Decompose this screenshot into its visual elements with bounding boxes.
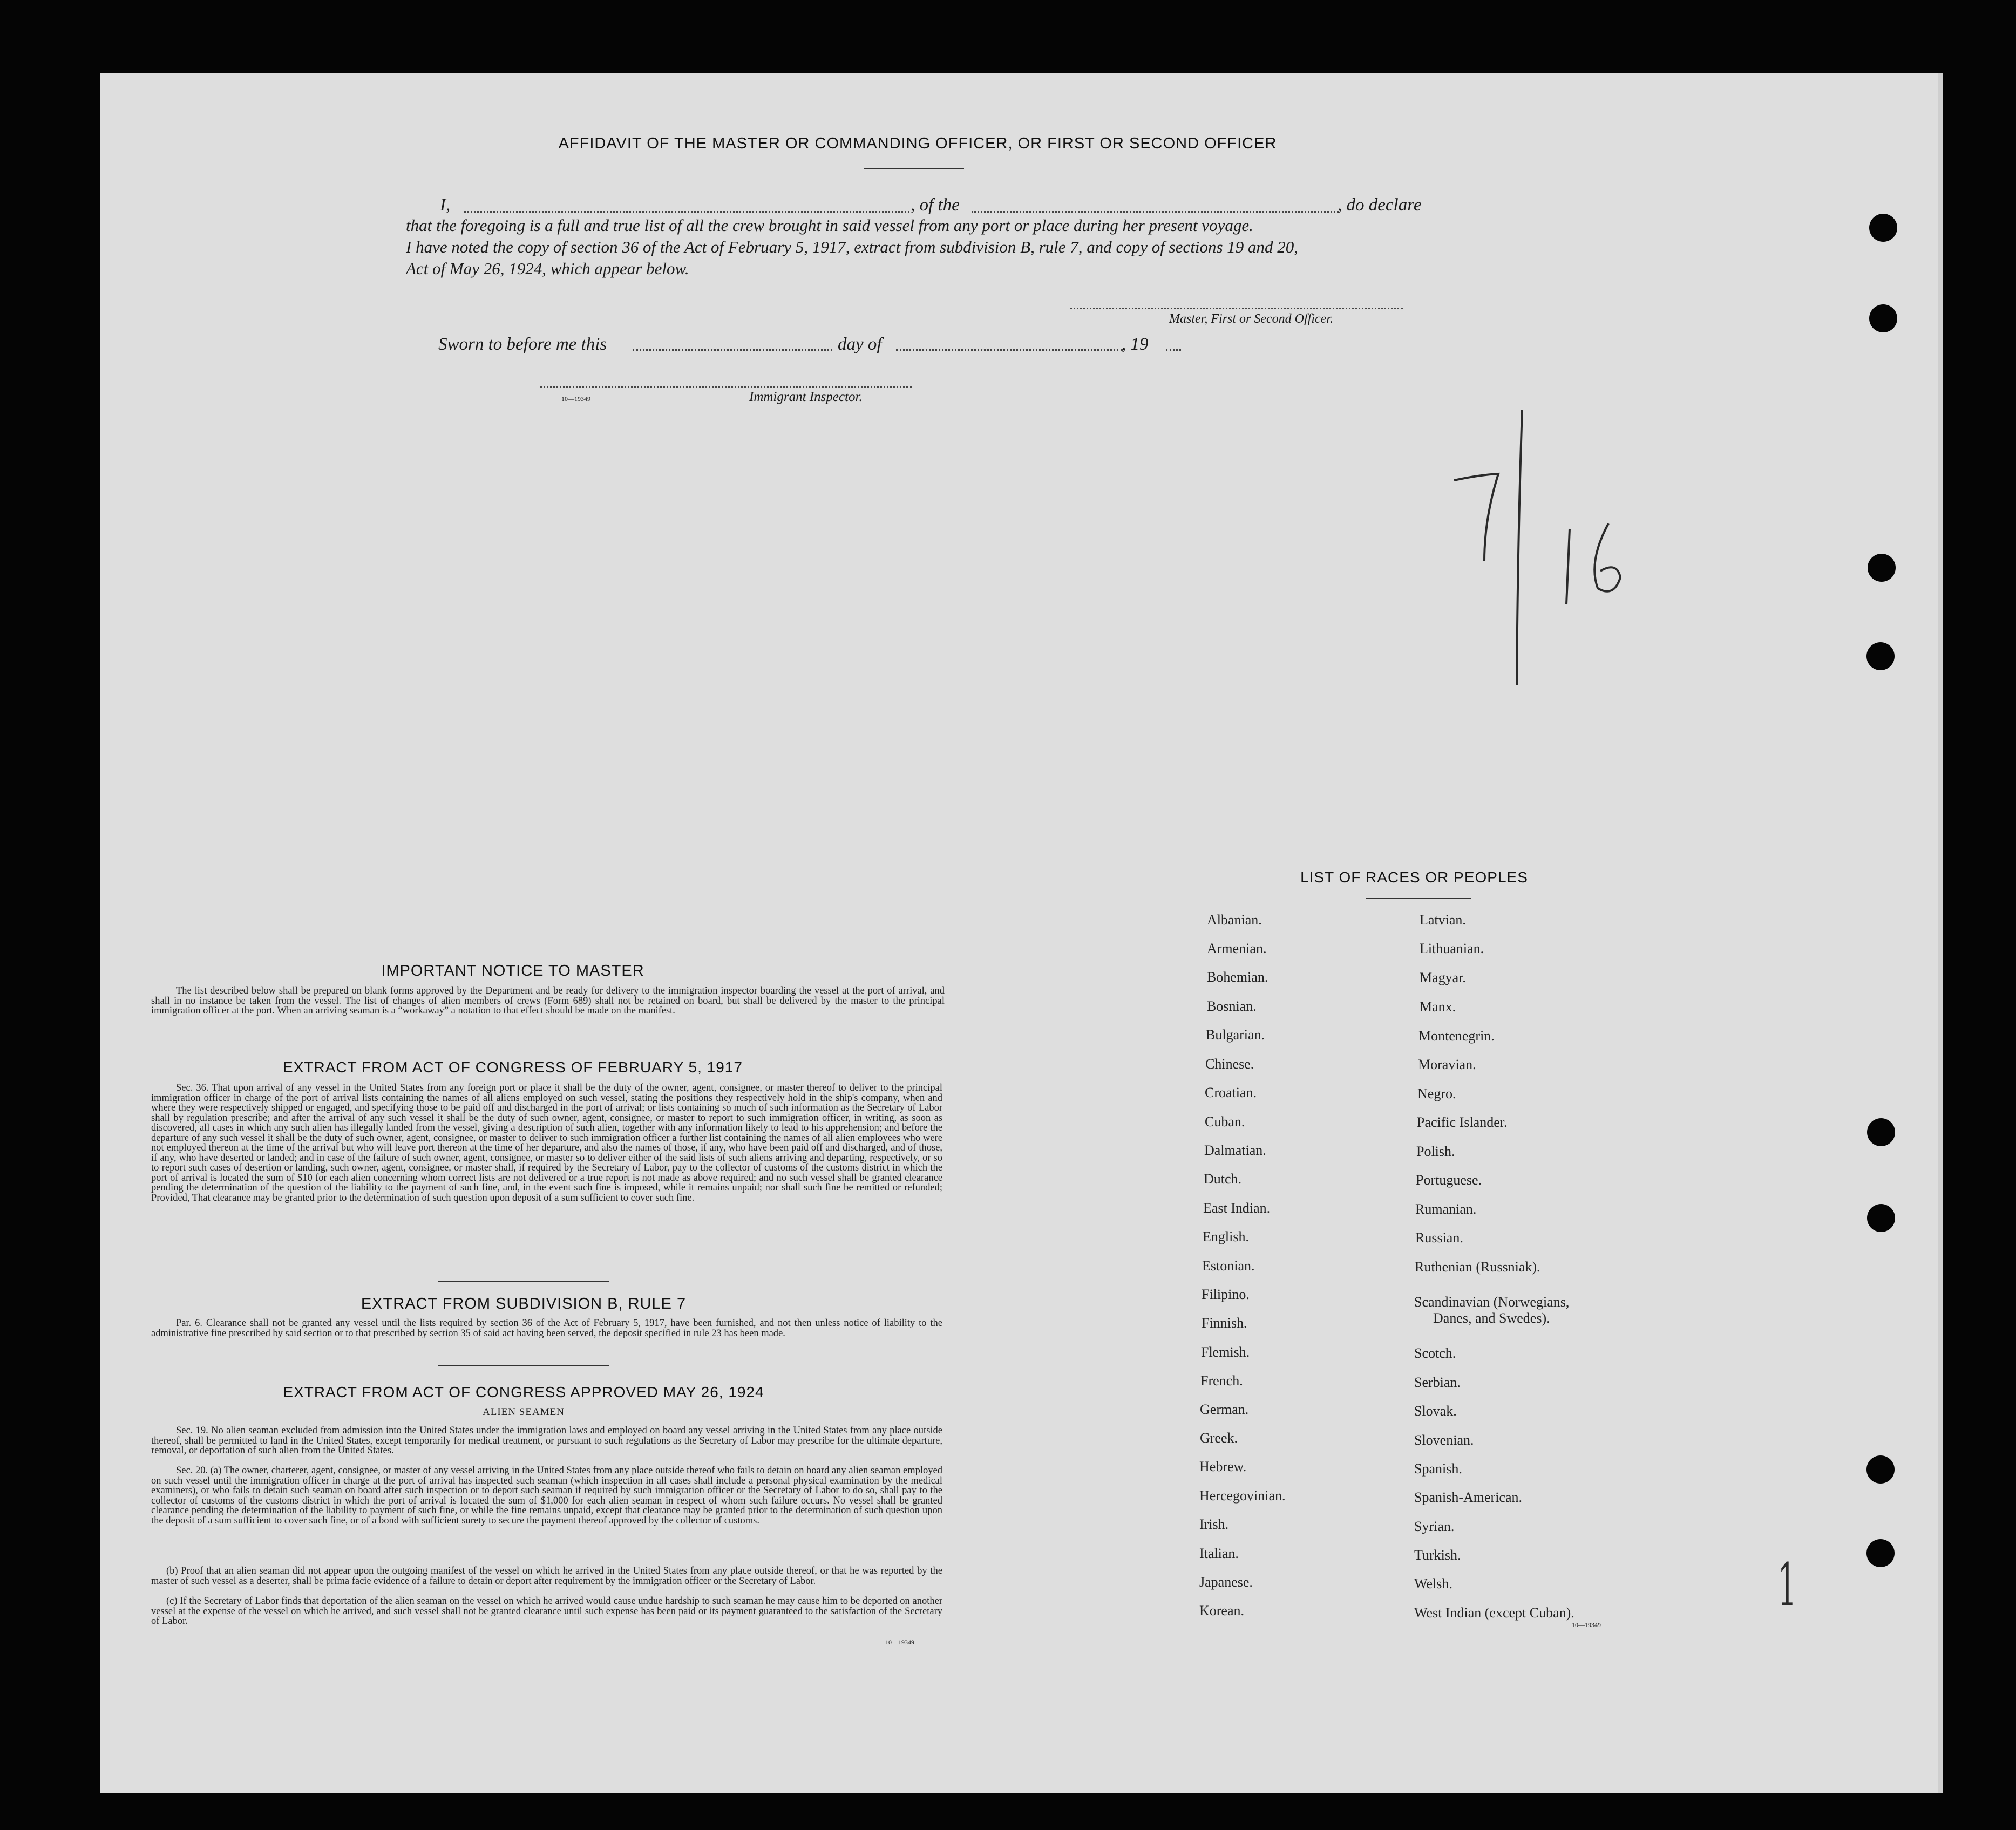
affidavit-line-4: Act of May 26, 1924, which appear below. <box>406 259 689 278</box>
extract-rule7-title: EXTRACT FROM SUBDIVISION B, RULE 7 <box>361 1295 687 1312</box>
sworn-year: , 19 <box>1122 335 1149 354</box>
race-right: Lithuanian. <box>1420 941 1484 956</box>
sec-19-text: Sec. 19. No alien seaman excluded from admission into the United States under the immigration laws and employed on board any vessel arriving in the United States from any place outside thereof, shall be permitted to land in the United States, except temporarily for medical treatment, or pursuant to such regulations as the Secretary of Labor may prescribe for the ultimate departure, removal, or deportation of such alien from the United States. <box>151 1425 942 1457</box>
race-right: Slovak. <box>1414 1403 1457 1419</box>
race-right: Serbian. <box>1414 1375 1461 1390</box>
sworn-label: Sworn to before me this <box>438 335 607 354</box>
affidavit-line-2: that the foregoing is a full and true list of all the crew brought in said vessel from any port or place during her present voyage. <box>406 216 1253 235</box>
race-right: Latvian. <box>1420 912 1466 928</box>
master-signature-field[interactable] <box>1070 308 1403 309</box>
race-left: Flemish. <box>1201 1344 1250 1360</box>
race-left: Cuban. <box>1205 1114 1245 1130</box>
binder-hole <box>1866 1455 1895 1484</box>
sec-20c-text: (c) If the Secretary of Labor finds that deportation of the alien seaman on the vessel on which he arrived would cause undue hardship to such seaman he may cause him to be deported on another vessel at the expense of the vessel on which he arrived, and such vessel shall not be granted clearance until such expense has been paid or its payment guaranteed to the satisfaction of the Secretary of Labor. <box>151 1596 942 1627</box>
binder-hole <box>1866 642 1895 670</box>
handwritten-tally: 1 <box>1777 1550 1797 1620</box>
race-right: Slovenian. <box>1414 1432 1474 1448</box>
divider <box>1366 898 1471 899</box>
notice-title: IMPORTANT NOTICE TO MASTER <box>381 962 644 979</box>
inspector-label: Immigrant Inspector. <box>749 390 863 404</box>
race-left: Italian. <box>1199 1546 1239 1561</box>
handwritten-number-text <box>1447 399 1448 400</box>
races-title: LIST OF RACES OR PEOPLES <box>1300 869 1528 886</box>
binder-hole <box>1866 1539 1895 1567</box>
affidavit-line-1c: , do declare <box>1338 195 1422 215</box>
race-left: Dutch. <box>1204 1171 1242 1187</box>
divider <box>438 1281 609 1282</box>
race-right: Spanish-American. <box>1414 1489 1523 1505</box>
master-signature-label: Master, First or Second Officer. <box>1169 312 1333 326</box>
extract-1917-title: EXTRACT FROM ACT OF CONGRESS OF FEBRUARY 5, 1917 <box>283 1059 743 1076</box>
alien-seamen-subtitle: ALIEN SEAMEN <box>483 1406 565 1418</box>
race-right: Scotch. <box>1414 1345 1456 1361</box>
race-left: Bohemian. <box>1207 969 1268 985</box>
affidavit-line-3: I have noted the copy of section 36 of the Act of February 5, 1917, extract from subdivision B, rule 7, and copy of sections 19 and 20, <box>406 237 1299 256</box>
race-left: English. <box>1203 1229 1249 1244</box>
sec-20b-text: (b) Proof that an alien seaman did not appear upon the outgoing manifest of the vessel on which he arrived in the United States from any place outside thereof, or that he was reported by the master of such vessel as a deserter, shall be prima facie evidence of a failure to detain or deport after requirement by the immigration officer or the Secretary of Labor. <box>151 1566 942 1587</box>
sec-20a-text: Sec. 20. (a) The owner, charterer, agent, consignee, or master of any vessel arriving in the United States from any place outside thereof who fails to detain on board any alien seaman employed on such vessel until the immigration officer in charge at the port of arrival has inspected such seaman (which inspection in all cases shall include a personal physical examination by the medical examiners), or who fails to detain such seaman on board after such inspection or to deport such seaman if required by such immigration officer or the Secretary of Labor to do so, shall pay to the collector of customs of the customs district in which the port of arrival is located the sum of $1,000 for each alien seaman in respect of whom such failure occurs. No vessel shall be granted clearance pending the determination of the liability to payment of such fine, or while the fine remains unpaid, except that clearance may be granted prior to the determination of such question upon the deposit of a sum sufficient to cover such fine, or of a bond with sufficient surety to secure the payment thereof approved by the collector of customs. <box>151 1465 942 1526</box>
extract-rule7-text: Par. 6. Clearance shall not be granted any vessel until the lists required by section 36 of the Act of February 5, 1917, have been furnished, and not then unless notice of liability to the administrative fine prescribed by said section or to that prescribed by section 35 of said act having been served, the deposit specified in rule 23 has been made. <box>151 1318 942 1339</box>
race-right: Danes, and Swedes). <box>1433 1310 1550 1326</box>
race-left: Filipino. <box>1202 1287 1250 1302</box>
race-left: Armenian. <box>1207 941 1267 956</box>
affidavit-line-1 <box>440 195 450 215</box>
race-right: Pacific Islander. <box>1417 1114 1508 1130</box>
sworn-month-field[interactable] <box>896 349 1123 351</box>
race-left: Estonian. <box>1202 1258 1255 1274</box>
race-right: Ruthenian (Russniak). <box>1415 1259 1540 1275</box>
extract-form-number: 10—19349 <box>885 1638 914 1646</box>
page-edge <box>1938 73 1943 1793</box>
race-right: Rumanian. <box>1415 1201 1477 1217</box>
race-right: Welsh. <box>1414 1576 1452 1591</box>
binder-hole <box>1867 1118 1895 1146</box>
race-left: Irish. <box>1199 1516 1229 1532</box>
race-left: Bosnian. <box>1207 998 1257 1014</box>
affidavit-i: I, <box>440 195 451 215</box>
race-left: Albanian. <box>1207 912 1262 928</box>
binder-hole <box>1869 214 1897 242</box>
sworn-year-field[interactable] <box>1166 349 1181 351</box>
race-right: Russian. <box>1415 1230 1463 1246</box>
race-left: Hercegovinian. <box>1199 1488 1286 1504</box>
sworn-day-field[interactable] <box>633 349 832 351</box>
race-left: Korean. <box>1199 1603 1245 1618</box>
race-right: Scandinavian (Norwegians, <box>1414 1294 1570 1310</box>
race-left: East Indian. <box>1203 1200 1271 1216</box>
race-left: Chinese. <box>1205 1056 1254 1072</box>
notice-text: The list described below shall be prepared on blank forms approved by the Department and be ready for delivery to the immigration inspector boarding the vessel at the port of arrival, and shall in no instance be taken from the vessel. The list of changes of alien members of crews (Form 689) shall not be retained on board, but shall be delivered by the master to the principal immigration officer at the port. When an arriving seaman is a “workaway” a notation to that effect should be made on the manifest. <box>151 985 945 1017</box>
race-right: Moravian. <box>1418 1057 1476 1072</box>
race-left: Greek. <box>1200 1430 1238 1446</box>
race-right: Portuguese. <box>1416 1172 1482 1188</box>
affidavit-title: AFFIDAVIT OF THE MASTER OR COMMANDING OFFICER, OR FIRST OR SECOND OFFICER <box>558 135 1277 152</box>
race-right: Negro. <box>1417 1086 1456 1101</box>
divider <box>438 1365 609 1366</box>
divider <box>864 168 964 169</box>
extract-1924-title: EXTRACT FROM ACT OF CONGRESS APPROVED MAY 26, 1924 <box>283 1384 764 1400</box>
inspector-signature-field[interactable] <box>540 386 912 388</box>
race-right: Montenegrin. <box>1418 1028 1495 1044</box>
race-left: Hebrew. <box>1199 1459 1247 1474</box>
race-left: Dalmatian. <box>1204 1142 1266 1158</box>
sworn-day-of: day of <box>838 335 882 354</box>
race-right: Magyar. <box>1420 970 1466 985</box>
race-left: Croatian. <box>1205 1085 1257 1100</box>
form-number: 10—19349 <box>561 395 590 403</box>
race-right: Spanish. <box>1414 1461 1462 1477</box>
binder-hole <box>1869 304 1897 332</box>
extract-1917-text: Sec. 36. That upon arrival of any vessel in the United States from any foreign port or place it shall be the duty of the owner, agent, consignee, or master thereof to deliver to the principal immigration officer in charge of the port of arrival lists containing the names of all aliens employed on such vessel, stating the positions they respectively hold in the ship's company, when and where they were respectively shipped or engaged, and specifying those to be paid off and discharged in the port of arrival; or lists containing so much of such information as the Secretary of Labor shall by regulation prescribe; and after the arrival of any such vessel it shall be the duty of such owner, agent, consignee, or master to report to such immigration officer, in writing, as soon as discovered, all cases in which any such alien has illegally landed from the vessel, giving a description of such alien, together with any information likely to lead to his apprehension; and before the departure of any such vessel it shall be the duty of such owner, agent, consignee, or master to deliver to such immigration officer a further list containing the names of all alien employees who were not employed thereon at the time of the arrival but who will leave port thereon at the time of her departure, and also the names of those, if any, who have been paid off and discharged, and of those, if any, who have deserted or landed; and in case of the failure of such owner, agent, consignee, or master so to deliver either of the said lists of such aliens arriving and departing, respectively, or so to report such cases of desertion or landing, such owner, agent, consignee, or master shall, if required by the Secretary of Labor, pay to the collector of customs of the customs district in which the port of arrival is located the sum of $10 for each alien concerning whom correct lists are not delivered or a true report is not made as above required; and no such vessel shall be granted clearance pending the determination of the question of the liability to the payment of such fine, and, in the event such fine is imposed, while it remains unpaid; nor shall such fine be remitted or refunded; Provided, That clearance may be granted prior to the determination of such question upon deposit of a sum sufficient to cover such fine. <box>151 1083 942 1203</box>
vessel-field[interactable] <box>972 211 1339 213</box>
race-right: Syrian. <box>1414 1519 1455 1534</box>
binder-hole <box>1867 1204 1895 1232</box>
race-right: Turkish. <box>1414 1547 1461 1563</box>
handwritten-7-16-drawing <box>1447 399 1662 691</box>
race-left: Finnish. <box>1202 1315 1247 1331</box>
race-left: Japanese. <box>1199 1574 1253 1590</box>
name-field[interactable] <box>464 211 909 213</box>
race-left: French. <box>1200 1373 1243 1389</box>
race-right: West Indian (except Cuban). <box>1414 1605 1574 1621</box>
race-left: Bulgarian. <box>1206 1027 1265 1043</box>
race-left: German. <box>1200 1402 1249 1417</box>
affidavit-line-1b: , of the <box>911 195 960 215</box>
handwritten-number <box>1447 399 1662 691</box>
race-right: Polish. <box>1416 1144 1455 1159</box>
document-page <box>100 73 1938 1793</box>
binder-hole <box>1868 554 1896 582</box>
races-form-number: 10—19349 <box>1572 1621 1601 1629</box>
race-right: Manx. <box>1420 999 1456 1015</box>
